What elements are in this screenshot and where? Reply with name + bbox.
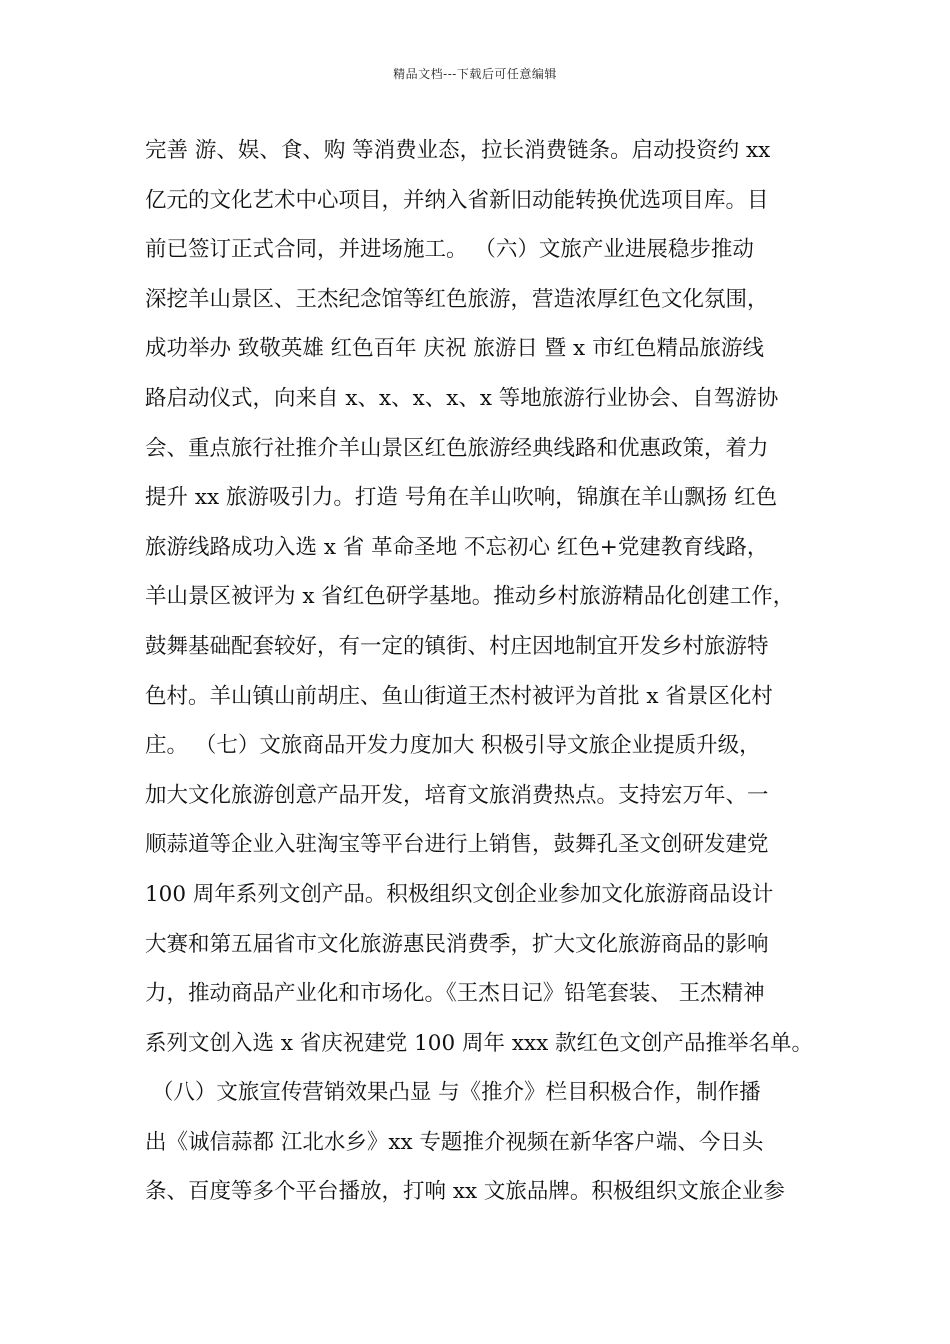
body-line-2: 亿元的文化艺术中心项目，并纳入省新旧动能转换优选项目库。目 [145,187,769,213]
body-line-19: 系列文创入选 x 省庆祝建党 100 周年 xxx 款红色文创产品推举名单。 [145,1030,814,1056]
body-line-11: 鼓舞基础配套较好，有一定的镇街、村庄因地制宜开发乡村旅游特 [145,633,769,659]
page-header: 精品文档---下载后可任意编辑 [393,67,557,81]
body-line-18: 力，推动商品产业化和市场化。《王杰日记》铅笔套装、 王杰精神 [145,981,765,1007]
body-line-21: 出《诚信蒜都 江北水乡》xx 专题推介视频在新华客户端、今日头 [145,1129,764,1155]
body-line-6: 路启动仪式，向来自 x、x、x、x、x 等地旅游行业协会、自驾游协 [145,385,779,411]
body-line-13: 庄。 （七）文旅商品开发力度加大 积极引导文旅企业提质升级， [145,733,761,759]
body-line-20: （八）文旅宣传营销效果凸显 与《推介》栏目积极合作，制作播 [145,1080,761,1106]
body-line-15: 顺蒜道等企业入驻淘宝等平台进行上销售，鼓舞孔圣文创研发建党 [145,832,769,858]
body-line-8: 提升 xx 旅游吸引力。打造 号角在羊山吹响，锦旗在羊山飘扬 红色 [145,485,778,511]
body-line-17: 大赛和第五届省市文化旅游惠民消费季，扩大文化旅游商品的影响 [145,931,769,957]
body-line-4: 深挖羊山景区、王杰纪念馆等红色旅游，营造浓厚红色文化氛围， [145,286,769,312]
body-line-22: 条、百度等多个平台播放，打响 xx 文旅品牌。积极组织文旅企业参 [145,1179,785,1205]
body-line-7: 会、重点旅行社推介羊山景区红色旅游经典线路和优惠政策，着力 [145,435,769,461]
body-line-10: 羊山景区被评为 x 省红色研学基地。推动乡村旅游精品化创建工作， [145,584,795,610]
body-line-9: 旅游线路成功入选 x 省 革命圣地 不忘初心 红色+党建教育线路， [145,534,769,560]
body-line-5: 成功举办 致敬英雄 红色百年 庆祝 旅游日 暨 x 市红色精品旅游线 [145,336,764,362]
body-line-12: 色村。羊山镇山前胡庄、鱼山街道王杰村被评为首批 x 省景区化村 [145,683,773,709]
body-line-1: 完善 游、娱、食、购 等消费业态，拉长消费链条。启动投资约 xx [145,138,771,163]
document-body [145,126,825,1217]
body-line-3: 前已签订正式合同，并进场施工。 （六）文旅产业进展稳步推动 [145,237,754,263]
body-line-16: 100 周年系列文创产品。积极组织文创企业参加文化旅游商品设计 [145,881,774,907]
body-line-14: 加大文化旅游创意产品开发，培育文旅消费热点。支持宏万年、一 [145,782,769,808]
